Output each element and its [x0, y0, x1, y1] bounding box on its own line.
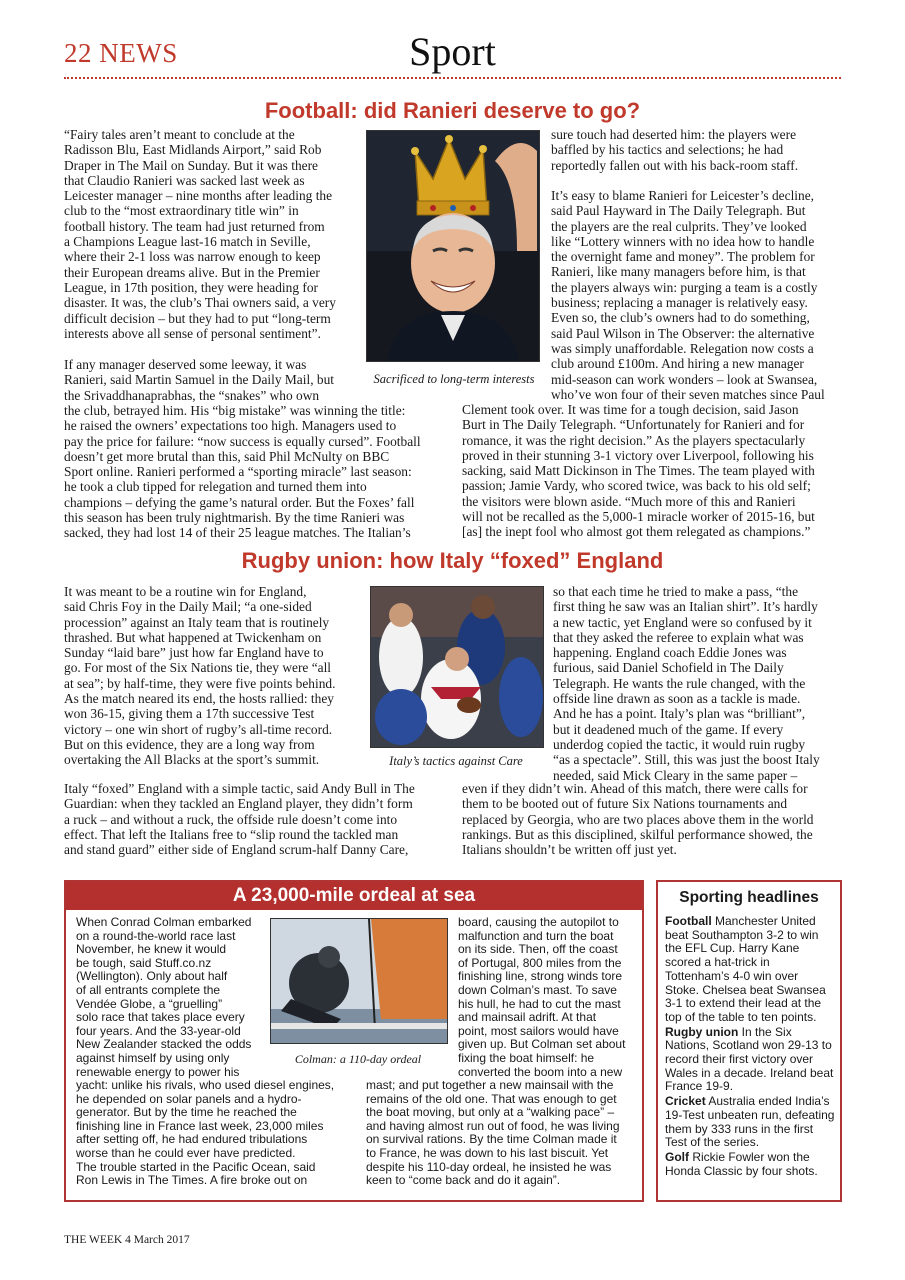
headline-label: Golf [665, 1149, 689, 1164]
football-col3-top: sure touch had deserted him: the players were baffled by his tactics and selections; he had reportedly fallen out with his back-room staff. [551, 127, 799, 173]
headline-text: Rickie Fowler won the Honda Classic by four shots. [665, 1149, 818, 1178]
headline-item-cricket [665, 1095, 835, 1150]
ranieri-photo [366, 130, 540, 362]
football-headline: Football: did Ranieri deserve to go? [264, 98, 641, 123]
section-label: NEWS [99, 38, 178, 68]
rugby-photo [370, 586, 544, 748]
headline-text: Manchester United beat Southampton 3-2 to win the EFL Cup. Harry Kane scored a hat-trick in Tottenham’s 4-0 win over Stoke. Chelsea beat Swansea 3-1 to extend their lead at the top of the table to ten points. [665, 914, 826, 1024]
header-divider [64, 77, 841, 79]
rugby-col1-bottom: Italy “foxed” England with a simple tactic, said Andy Bull in The Guardian: when they tackled an England player, they didn’t form a ruck – and without a ruck, the offside rule doesn’t come into effect. That left the Italians free to “slip round the tackled man and stand guard” either side of England scrum-half Danny Care, [64, 781, 415, 858]
football-col1-bottom: the club, betrayed him. His “big mistake” was winning the title: he raised the owners’ expectations too high. Managers used to pay the price for failure: “now success is equally cursed”. Football doesn’t get more brutal than this, said Phil McNulty on BBC Sport online. Ranieri performed a “sporting miracle” last season: he took a club tipped for relegation and turned them into champions – defying the game’s natural order. But the Foxes’ fall this season has been truly nightmarish. By the time Ranieri was sacked, they had lost 14 of their 25 league matches. The Italian’s [64, 403, 421, 541]
headline-text: Australia ended India’s 19-Test unbeaten run, defeating them by 333 runs in the first Test of the series. [665, 1094, 835, 1150]
colman-photo-image [271, 919, 447, 1043]
ordeal-col1-top: When Conrad Colman embarked on a round-the-world race last November, he knew it would be tough, said Stuff.co.nz (Wellington). Only about half of all entrants complete the Vendée Globe, a “gruelling” solo race that takes place every four years. And the 33-year-old New Zealander stacked the odds against himself by using only renewable energy to power his [76, 915, 252, 1079]
sporting-headlines-list [665, 915, 835, 1178]
football-col3-mid: It’s easy to blame Ranieri for Leicester’s decline, said Paul Hayward in The Daily Telegraph. But the players are the real culprits. They’ve looked like “Lottery winners with no idea how to handle the overnight fame and money”. The problem for Ranieri, like many managers before him, is that the players always win: purging a team is a costly business; replacing a manager is relatively easy. Even so, the club’s owners had to do something, said Paul Wilson in The Observer: the alternative was simply unaffordable. Relegation now costs a club around £100m. And hiring a new manager mid-season can work wonders – look at Swansea, who’ve won four of their seven matches since Paul [551, 188, 825, 402]
football-col1-top: “Fairy tales aren’t meant to conclude at the Radisson Blu, East Midlands Airport,” said Rob Draper in The Mail on Sunday. But it was there that Claudio Ranieri was sacked last week as Leicester manager – nine months after leading the club to the “most extraordinary title win” in football history. The team had just returned from a Champions League last-16 match in Seville, where their 2-1 loss was narrow enough to keep their European dreams alive. But in the Premier League, in 17th position, they were heading for disaster. It was, the club’s Thai owners said, a very difficult decision – but they had to put “long-term interests above all sense of personal sentiment”. [64, 127, 336, 341]
colman-photo [270, 918, 448, 1044]
headline-item-football [665, 915, 835, 1025]
rugby-photo-caption: Italy’s tactics against Care [389, 754, 523, 768]
page-title: Sport [409, 29, 496, 74]
page-number: 22 [64, 38, 92, 68]
headline-item-golf [665, 1151, 835, 1178]
headline-label: Cricket [665, 1094, 706, 1109]
football-col1-mid: If any manager deserved some leeway, it was Ranieri, said Martin Samuel in the Daily Mail, but the Srivaddhanaprabhas, the “snakes” who own [64, 357, 334, 403]
ordeal-col3-bottom: mast; and put together a new mainsail with the remains of the old one. That was enough to get the boat moving, but only at a “walking pace” – and having almost run out of food, he was living on survival rations. By the time Colman made it to France, he was down to his last biscuit. Yet despite his 110-day ordeal, he insisted he was keen to “come back and do it again”. [366, 1078, 620, 1188]
ranieri-photo-image [367, 131, 539, 361]
rugby-headline: Rugby union: how Italy “foxed” England [241, 548, 664, 573]
headline-text: In the Six Nations, Scotland won 29-13 to record their first victory over Wales in a decade. Ireland beat France 19-9. [665, 1024, 834, 1094]
headline-label: Football [665, 914, 712, 928]
football-col3-bottom: Clement took over. It was time for a tough decision, said Jason Burt in The Daily Telegraph. “Unfortunately for Ranieri and for romance, it was the right decision.” As the players spectacularly proved in their stunning 3-1 victory over Liverpool, following his sacking, said Matt Dickinson in The Times. The team played with passion; Jamie Vardy, who scored twice, was back to his old self; the visitors were blown aside. “Much more of this and Ranieri will not be recalled as the 5,000-1 miracle worker of 2015-16, but [as] the inept fool who almost got them relegated as champions.” [462, 402, 815, 540]
sporting-headlines-title: Sporting headlines [679, 889, 819, 906]
ordeal-col3-top: board, causing the autopilot to malfunction and turn the boat on its side. Then, off the coast of Portugal, 800 miles from the finishing line, strong winds tore down Colman’s mast. To save his hull, he had to cut the mast and mainsail adrift. At that point, most sailors would have given up. But Colman set about fixing the boat himself: he converted the boom into a new [458, 915, 626, 1079]
rugby-col1-top: It was meant to be a routine win for England, said Chris Foy in the Daily Mail; “a one-sided procession” against an Italy team that is routinely thrashed. But what happened at Twickenham on Sunday “laid bare” just how far England have to go. For most of the Six Nations tie, they were “all at sea”; by half-time, they were five points behind. As the match neared its end, the hosts rallied: they won 36-15, giving them a 17th successive Test victory – one win short of rugby’s all-time record. But on this evidence, they are a long way from overtaking the All Blacks at the sport’s summit. [64, 584, 336, 768]
headline-label: Rugby union [665, 1024, 739, 1039]
page-footer: THE WEEK 4 March 2017 [64, 1234, 190, 1246]
rugby-col3-top: so that each time he tried to make a pass, “the first thing he saw was an Italian shirt”. It’s hardly a new tactic, yet England were so confused by it that they asked the referee to explain what was happening. England coach Eddie Jones was furious, said Daniel Schofield in The Daily Telegraph. He wants the rule changed, with the offside line drawn as soon as a tackle is made. And he has a point. Italy’s plan was “brilliant”, but it deadened much of the game. If every underdog copied the tactic, it would ruin rugby “as a spectacle”. Still, this was just the boost Italy needed, said Mick Cleary in the same paper – [553, 584, 820, 783]
ordeal-headline: A 23,000-mile ordeal at sea [66, 882, 642, 910]
ordeal-col1-bottom: yacht: unlike his rivals, who used diesel engines, he depended on solar panels and a hydro- generator. But by the time he reached the finishing line in France last week, 23,000 miles after setting off, he had endured tribulations worse than he could ever have predicted. The trouble started in the Pacific Ocean, said Ron Lewis in The Times. A fire broke out on [76, 1078, 335, 1188]
rugby-photo-image [371, 587, 543, 747]
football-photo-caption: Sacrificed to long-term interests [373, 372, 535, 386]
ordeal-photo-caption: Colman: a 110-day ordeal [294, 1052, 422, 1066]
rugby-col3-bottom: even if they didn’t win. Ahead of this match, there were calls for them to be booted out of future Six Nations tournaments and replaced by Georgia, who are two places above them in the world rankings. But as this disciplined, skilful performance showed, the Italians shouldn’t be written off just yet. [462, 781, 814, 858]
headline-item-rugby [665, 1026, 835, 1095]
